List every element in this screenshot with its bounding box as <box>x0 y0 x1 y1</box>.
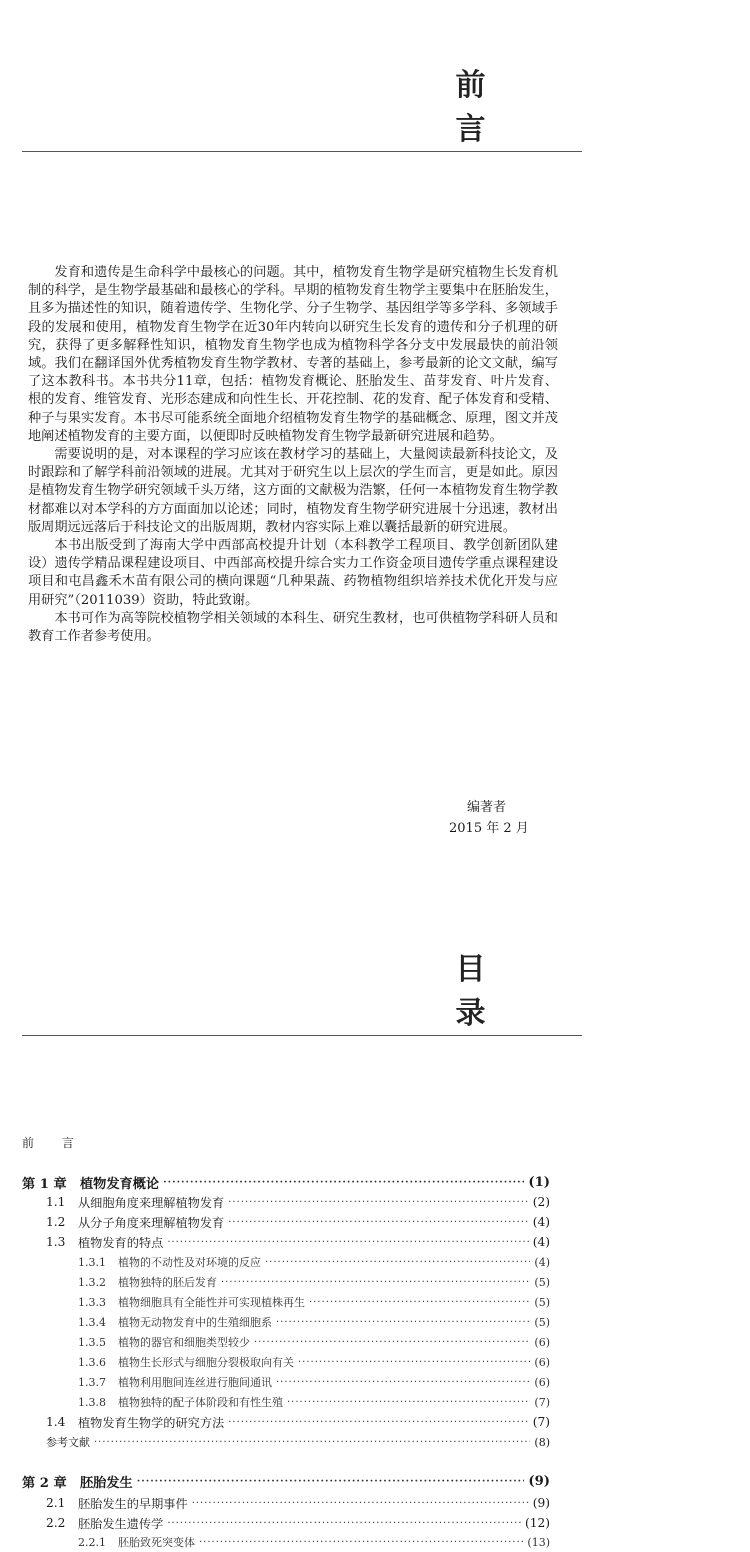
toc-section-entry[interactable] <box>22 1232 550 1252</box>
toc-entry-title: 植物发育概论 <box>80 1176 160 1192</box>
toc-entry-page: (5) <box>534 1315 550 1329</box>
toc-entry-number: 2.2.1 <box>78 1535 106 1549</box>
toc-entry-number: 2.1 <box>46 1496 66 1510</box>
toc-entry-page: (7) <box>532 1415 550 1429</box>
toc-section-entry[interactable] <box>22 1212 550 1232</box>
preface-paragraph: 本书可作为高等院校植物学相关领域的本科生、研究生教材，也可供植物学科研人员和教育工作者参考使用。 <box>28 610 558 645</box>
toc-leader-dots <box>228 1217 528 1228</box>
toc-leader-dots <box>228 1417 528 1428</box>
toc-entry-title: 植物细胞具有全能性并可实现植株再生 <box>118 1296 305 1309</box>
toc-leader-dots <box>276 1377 530 1388</box>
toc-leader-dots <box>163 1177 524 1188</box>
preface-header-rule <box>22 151 582 152</box>
toc-leader-dots <box>309 1297 530 1308</box>
toc-section-entry[interactable] <box>22 1252 550 1272</box>
toc-entry-page: (6) <box>534 1355 550 1369</box>
toc-header <box>22 952 582 1036</box>
toc-entry-number: 1.3.1 <box>78 1255 106 1269</box>
toc-entry-number: 2.2 <box>46 1516 66 1530</box>
preface-body <box>28 264 558 646</box>
toc-leader-dots <box>276 1317 530 1328</box>
toc-section-entry[interactable] <box>22 1513 550 1533</box>
toc-leader-dots <box>167 1237 528 1248</box>
toc-entry-title: 胚胎发生的早期事件 <box>78 1496 188 1511</box>
toc-entry-number: 第 2 章 <box>22 1475 67 1491</box>
toc-entry-number: 1.3.3 <box>78 1295 106 1309</box>
toc-entry-page: (2) <box>532 1195 550 1209</box>
toc-leader-dots <box>298 1357 530 1368</box>
toc-entry-title: 胚胎发生遗传学 <box>78 1516 164 1531</box>
toc-section-entry[interactable] <box>22 1493 550 1513</box>
toc-chapter-entry[interactable] <box>22 1471 550 1491</box>
toc-section-entry[interactable] <box>22 1532 550 1552</box>
toc-entry-number: 第 1 章 <box>22 1176 67 1192</box>
toc-entry-title: 植物发育生物学的研究方法 <box>78 1415 225 1430</box>
preface-paragraph: 需要说明的是，对本课程的学习应该在教材学习的基础上，大量阅读最新科技论文，及时跟踪和了解学科前沿领域的进展。尤其对于研究生以上层次的学生而言，更是如此。原因是植物发育生物学研究领域千头万绪，这方面的文献极为浩繁，任何一本植物发育生物学教材都难以对本学科的方方面面加以论述；同时，植物发育生物学研究进展十分迅速，教材出版周期远远落后于科技论文的出版周期，教材内容实际上难以囊括最新的研究进展。 <box>28 447 558 535</box>
toc-leader-dots <box>167 1518 521 1529</box>
toc-header-rule <box>22 1035 582 1036</box>
toc-title: 目 录 <box>455 952 514 1031</box>
toc-section-entry[interactable] <box>22 1372 550 1392</box>
toc-entry-number: 1.3 <box>46 1235 66 1249</box>
toc-entry-number: 1.3.4 <box>78 1315 106 1329</box>
preface-date: 2015 年 2 月 <box>449 821 529 836</box>
toc-section-entry[interactable] <box>22 1192 550 1212</box>
toc-entry-number: 1.3.7 <box>78 1375 106 1389</box>
toc-leader-dots <box>192 1498 529 1509</box>
toc-section-entry[interactable] <box>22 1292 550 1312</box>
toc-entry-page: (4) <box>532 1235 550 1249</box>
toc-section-entry[interactable] <box>22 1392 550 1412</box>
toc-entry-page: (6) <box>534 1375 550 1389</box>
toc-entry-title: 植物独特的胚后发育 <box>118 1276 217 1289</box>
toc-chapter-entry[interactable] <box>22 1172 550 1192</box>
toc-entry-page: (9) <box>532 1496 550 1510</box>
toc-entry-page: (5) <box>534 1295 550 1309</box>
toc-entry-page: (4) <box>532 1215 550 1229</box>
toc-references-entry[interactable] <box>22 1432 550 1452</box>
preface-header <box>22 68 582 152</box>
preface-title: 前 言 <box>455 68 514 147</box>
preface-paragraph: 本书出版受到了海南大学中西部高校提升计划（本科教学工程项目、教学创新团队建设）遗传学精品课程建设项目、中西部高校提升综合实力工作资金项目遗传学重点课程建设项目和屯昌鑫禾木苗有限公司的横向课题“几种果蔬、药物植物组织培养技术优化开发与应用研究”（2011039）资助，特此致谢。 <box>28 538 558 608</box>
toc-entry-title: 植物生长形式与细胞分裂极取向有关 <box>118 1356 294 1369</box>
toc-entry-page: (13) <box>527 1535 550 1549</box>
toc-leader-dots <box>221 1277 530 1288</box>
toc-entry-title: 植物发育的特点 <box>78 1235 164 1250</box>
toc-section-entry[interactable] <box>22 1312 550 1332</box>
toc-entry-title: 植物独特的配子体阶段和有性生殖 <box>118 1396 283 1409</box>
toc-entry-page: (12) <box>524 1516 550 1530</box>
toc-entry-page: (7) <box>534 1395 550 1409</box>
toc-entry-title: 胚胎致死突变体 <box>118 1536 195 1549</box>
toc-entry-page: (6) <box>534 1335 550 1349</box>
toc-entry-page: (8) <box>534 1435 550 1449</box>
toc-section-entry[interactable] <box>22 1352 550 1372</box>
toc-entry-number: 1.3.2 <box>78 1275 106 1289</box>
toc-entry-page: (1) <box>528 1174 550 1190</box>
toc-leader-dots <box>254 1337 530 1348</box>
toc-entry-number: 1.3.8 <box>78 1395 106 1409</box>
toc-entry-number: 1.4 <box>46 1415 66 1429</box>
toc-entry-page: (5) <box>534 1275 550 1289</box>
toc-leader-dots <box>137 1476 525 1487</box>
toc-section-entry[interactable] <box>22 1272 550 1292</box>
toc-leader-dots <box>94 1437 530 1448</box>
toc-leader-dots <box>287 1397 530 1408</box>
table-of-contents <box>22 1132 550 1549</box>
toc-entry-title: 从细胞角度来理解植物发育 <box>78 1195 225 1210</box>
toc-entry-title: 从分子角度来理解植物发育 <box>78 1215 225 1230</box>
toc-entry-title: 参考文献 <box>46 1436 90 1449</box>
preface-paragraph: 发育和遗传是生命科学中最核心的问题。其中，植物发育生物学是研究植物生长发育机制的科学，是生物学最基础和最核心的学科。早期的植物发育生物学主要集中在胚胎发生，且多为描述性的知识，随着遗传学、生物化学、分子生物学、基因组学等多学科、多领域手段的发展和使用，植物发育生物学在近30年内转向以研究生长发育的遗传和分子机理的研究，获得了更多解释性知识，植物发育生物学也成为植物科学各分支中发展最快的前沿领域。我们在翻译国外优秀植物发育生物学教材、专著的基础上，参考最新的论文文献，编写了这本教科书。本书共分11章，包括：植物发育概论、胚胎发生、苗芽发育、叶片发育、根的发育、维管发育、光形态建成和向性生长、开花控制、花的发育、配子体发育和受精、种子与果实发育。本书尽可能系统全面地介绍植物发育生物学的基础概念、原理，图文并茂地阐述植物发育的主要方面，以便即时反映植物发育生物学最新研究进展和趋势。 <box>28 265 558 444</box>
toc-entry-number: 1.3.5 <box>78 1335 106 1349</box>
toc-entry-title: 胚胎发生 <box>80 1475 133 1491</box>
toc-leader-dots <box>265 1257 530 1268</box>
toc-entry-page: (4) <box>534 1255 550 1269</box>
toc-entry-page: (9) <box>528 1473 550 1489</box>
toc-entry-title: 植物无动物发育中的生殖细胞系 <box>118 1316 272 1329</box>
toc-entry-title: 植物的器官和细胞类型较少 <box>118 1336 250 1349</box>
toc-section-entry[interactable] <box>22 1412 550 1432</box>
toc-entry-preface[interactable]: 前 言 <box>22 1135 86 1150</box>
toc-section-entry[interactable] <box>22 1332 550 1352</box>
preface-author: 编著者 <box>467 800 507 815</box>
toc-entry-number: 1.3.6 <box>78 1355 106 1369</box>
toc-entry-number: 1.2 <box>46 1215 66 1229</box>
toc-leader-dots <box>228 1197 528 1208</box>
toc-entry-title: 植物利用胞间连丝进行胞间通讯 <box>118 1376 272 1389</box>
toc-entry-number: 1.1 <box>46 1195 66 1209</box>
toc-entry-title: 植物的不动性及对环境的反应 <box>118 1256 261 1269</box>
